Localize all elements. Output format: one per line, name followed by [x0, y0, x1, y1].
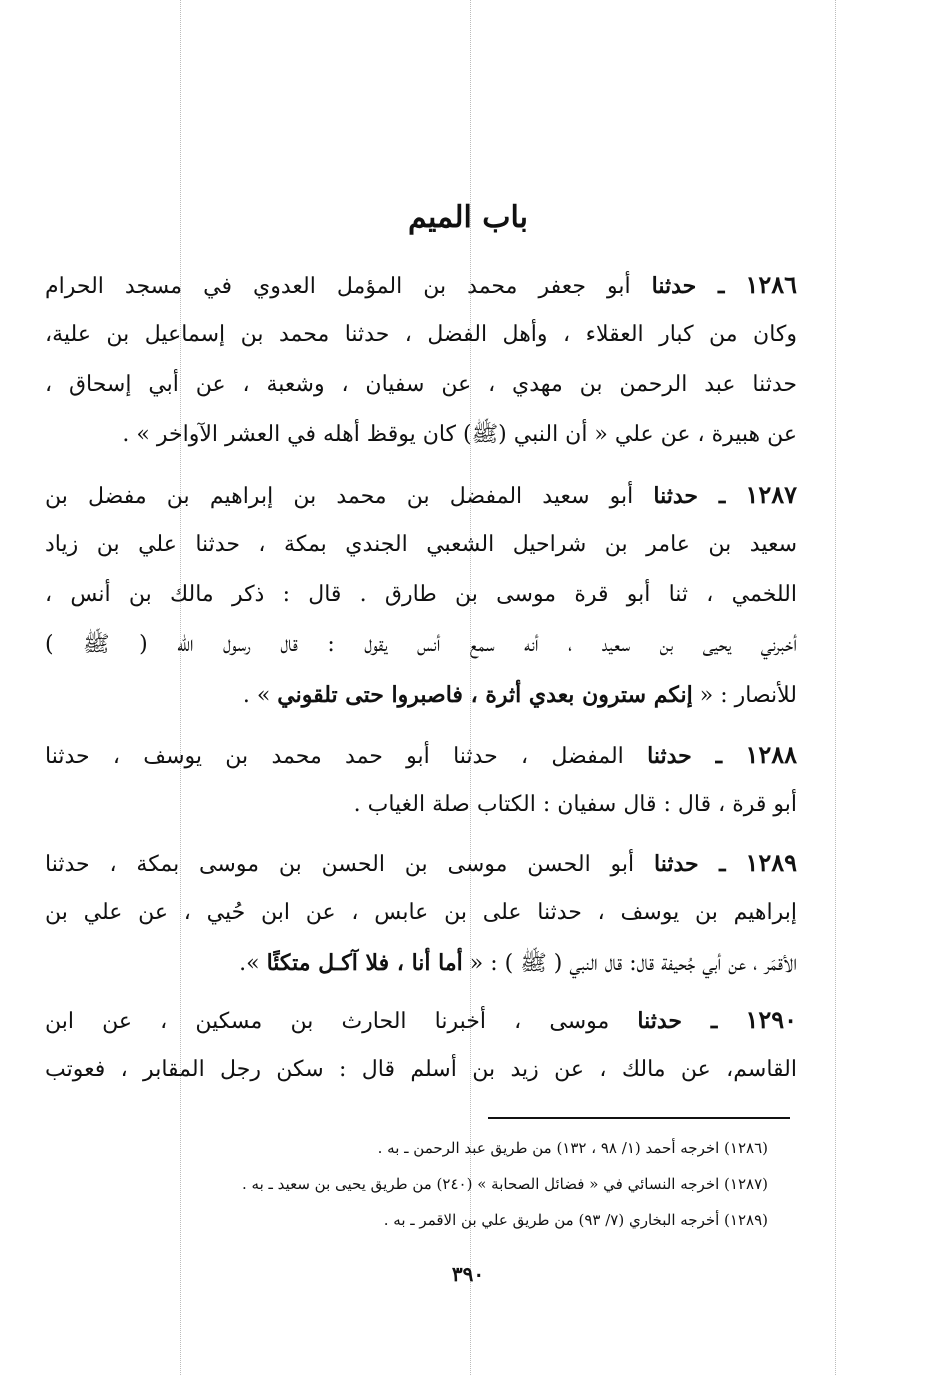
entry-line-text: أبو جعفر محمد بن المؤمل العدوي في مسجد الحرام [45, 274, 631, 299]
hadith-quote: إنكم سترون بعدي أثرة ، فاصبروا حتى تلقوني [277, 682, 693, 708]
entry-first-line [45, 730, 797, 780]
entry-number: ١٢٨٧ [745, 480, 797, 509]
entry-line: أخبرني يحيى بن سعيد ، أنه سمع أنس يقول : قال رسول الله ( ﷺ ) [45, 632, 797, 657]
entry-line: وكان من كبار العقلاء ، وأهل الفضل ، حدثنا محمد بن إسماعيل بن علية، [45, 322, 797, 347]
entry-line-prefix: الأقمَر ، عن أبي جُحيفة قال: قال النبي ( ﷺ ) : « [469, 951, 797, 976]
entry-line-prefix: للأنصار : « [699, 683, 797, 708]
chapter-title: باب الميم [407, 200, 528, 235]
entry-line: حدثنا عبد الرحمن بن مهدي ، عن سفيان ، وشعبة ، عن أبي إسحاق ، [45, 372, 797, 397]
entry-number: ١٢٩٠ [745, 1005, 797, 1034]
entry-lead: ـ حدثنا [637, 1008, 718, 1034]
entry-line-text: أبو سعيد المفضل بن محمد بن إبراهيم بن مفضل بن [45, 484, 634, 509]
footnote-divider [488, 1117, 790, 1119]
entry-line: أبو قرة ، قال : قال سفيان : الكتاب صلة الغياب . [353, 792, 797, 817]
entry-line-text: أبو الحسن موسى بن الحسن بن موسى بمكة ، حدثنا [45, 852, 635, 877]
entry-line-suffix: ». [239, 951, 260, 976]
entry-line: إبراهيم بن يوسف ، حدثنا على بن عابس ، عن ابن حُيي ، عن علي بن [45, 900, 797, 925]
footnotes [60, 1130, 768, 1238]
entry-line-suffix: » . [242, 683, 271, 708]
entry-line [45, 670, 797, 720]
hadith-entry-1286 [45, 260, 797, 460]
hadith-entry-1288 [45, 730, 797, 830]
entry-lead: ـ حدثنا [647, 743, 723, 769]
entry-number: ١٢٨٨ [745, 740, 797, 769]
entry-lead: ـ حدثنا [651, 273, 725, 299]
entry-line: اللخمي ، ثنا أبو قرة موسى بن طارق . قال : ذكر مالك بن أنس ، [45, 582, 797, 607]
entry-number: ١٢٨٦ [745, 270, 797, 299]
hadith-quote: أما أنا ، فلا آكـل متكئًا [266, 950, 463, 976]
entry-line-text: المفضل ، حدثنا أبو حمد محمد بن يوسف ، حدثنا [45, 744, 624, 769]
footnote: (١٢٨٧) اخرجه النسائي في « فضائل الصحابة » (٢٤٠) من طريق يحيى بن سعيد ـ به . [242, 1175, 768, 1193]
hadith-entry-1289 [45, 838, 797, 988]
entry-first-line [45, 838, 797, 888]
entry-line: القاسم، عن مالك ، عن زيد بن أسلم قال : سكن رجل المقابر ، فعوتب [45, 1057, 797, 1082]
entry-line [45, 938, 797, 988]
entry-lead: ـ حدثنا [654, 851, 726, 877]
entry-lead: ـ حدثنا [653, 483, 726, 509]
hadith-entry-1290 [45, 995, 797, 1095]
footnote: (١٢٨٩) أخرجه البخاري (٧/ ٩٣) من طريق علي بن الاقمر ـ به . [383, 1211, 768, 1229]
hadith-entry-1287 [45, 470, 797, 720]
entry-line-text: موسى ، أخبرنا الحارث بن مسكين ، عن ابن [45, 1009, 610, 1034]
entry-line: سعيد بن عامر بن شراحيل الشعبي الجندي بمكة ، حدثنا علي بن زياد [45, 532, 797, 557]
entry-first-line [45, 260, 797, 310]
page-number: ٣٩٠ [451, 1262, 485, 1286]
entry-first-line [45, 995, 797, 1045]
entry-line: عن هبيرة ، عن علي « أن النبي (ﷺ) كان يوقظ أهله في العشر الآواخر » . [122, 422, 797, 447]
entry-first-line [45, 470, 797, 520]
footnote: (١٢٨٦) اخرجه أحمد (١/ ٩٨ ، ١٣٢) من طريق عبد الرحمن ـ به . [377, 1139, 768, 1157]
entry-number: ١٢٨٩ [745, 848, 797, 877]
